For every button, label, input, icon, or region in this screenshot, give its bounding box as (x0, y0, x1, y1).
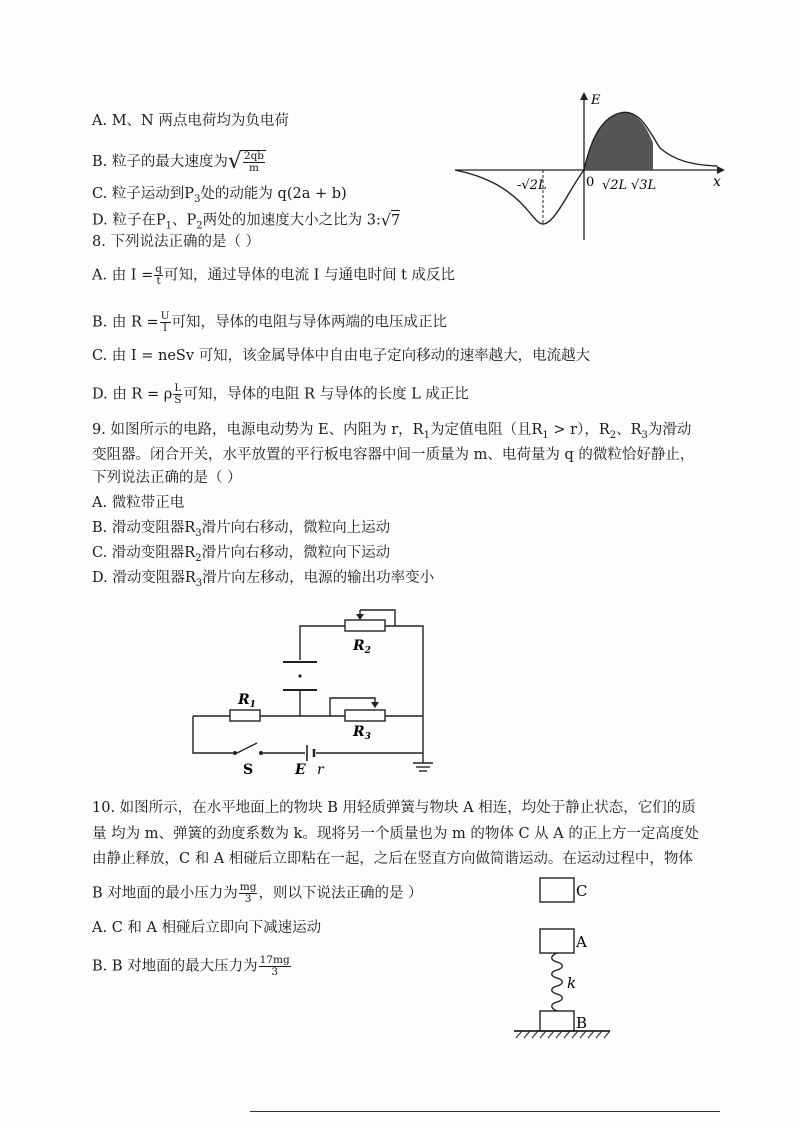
wire-bottom-left (193, 716, 233, 753)
q10-stem-line3: 由静止释放，C 和 A 相碰后立即粘在一起，之后在竖直方向做简谐运动。在运动过程中，物体 (92, 851, 693, 867)
y-axis-arrow-icon (580, 92, 588, 100)
wire-top-left (300, 626, 345, 660)
wire-top-right (385, 626, 423, 716)
q7-option-c: C. 粒子运动到$P_3$处的动能为 q(2a + b) (92, 186, 347, 205)
r3-slider-arrow-icon (371, 702, 379, 708)
tick-neg-label: -√2L (517, 178, 547, 193)
r1-resistor (230, 710, 260, 721)
emf-label: E (295, 762, 306, 778)
q8-option-a: A. 由 I = $\frac{q}{t}$ 可知，通过导体的电流 I 与通电时间 t 成反比 (92, 263, 456, 287)
block-a-label: A (576, 933, 587, 951)
x-axis-arrow-icon (717, 166, 725, 174)
block-a (540, 929, 574, 953)
q9-stem-line2: 变阻器。闭合开关，水平放置的平行板电容器中间一质量为 m、电荷量为 q 的微粒恰好静止， (92, 447, 695, 463)
spring-constant-label: k (567, 974, 577, 992)
origin-label: 0 (586, 175, 595, 190)
r3-resistor (345, 710, 385, 721)
q9-option-b: B. 滑动变阻器$R_3$滑片向右移动，微粒向上运动 (92, 520, 391, 539)
r3-slider-wire (330, 698, 375, 716)
block-b (540, 1011, 574, 1031)
q10-stem-line2: 量 均为 m、弹簧的劲度系数为 k。现将另一个质量也为 m 的物体 C 从 A 的正上方一定高度处 (92, 826, 699, 842)
switch-contact-right (259, 751, 263, 755)
switch-label: S (243, 762, 254, 778)
switch-contact-left (233, 751, 237, 755)
q9-stem-line1: 9. 如图所示的电路，电源电动势为 E、内阻为 r，$R_1$为定值电阻（且$R_1 > r$），$R_2$、$R_3$为滑动 (92, 422, 692, 441)
q10-option-a: A. C 和 A 相碰后立即向下减速运动 (92, 920, 322, 936)
x-axis-label: x (713, 174, 721, 190)
q7-option-b: B. 粒子的最大速度为√ $\frac{2qb}{m}$ (92, 149, 265, 174)
q7-option-d: D. 粒子在$P_1$、$P_2$两处的加速度大小之比为 3:√7 (92, 210, 401, 232)
r2-slider-wire (360, 610, 395, 626)
footer-rule (250, 1111, 720, 1112)
block-c-label: C (576, 882, 588, 900)
q9-option-c: C. 滑动变阻器$R_2$滑片向右移动，微粒向下运动 (92, 545, 391, 564)
q8-option-c: C. 由 I = neSv 可知，该金属导体中自由电子定向移动的速率越大，电流越大 (92, 348, 591, 364)
r2-label: $R_2$ (353, 638, 371, 656)
q10-stem-line1: 10. 如图所示，在水平地面上的物块 B 用轻质弹簧与物块 A 相连，均处于静止状态，它们的质 (92, 800, 696, 816)
spring-block-diagram (510, 872, 620, 1042)
fraction: $\frac{2qb}{m}$ (243, 150, 265, 174)
y-axis-label: E (591, 93, 601, 108)
block-c (540, 878, 574, 902)
charged-particle-dot (298, 674, 301, 677)
tick-pos2-label: √3L (631, 178, 657, 193)
spring-coil (552, 953, 563, 1011)
ground-hatching (516, 1031, 610, 1038)
q8-option-d: D. 由 R = ρ $\frac{L}{S}$ 可知，导体的电阻 R 与导体的长度 L 成正比 (92, 382, 469, 406)
r2-resistor (345, 620, 385, 631)
r3-label: $R_3$ (353, 724, 371, 742)
internal-resistance-label: r (317, 762, 324, 778)
q9-stem-line3: 下列说法正确的是（ ） (92, 470, 242, 486)
switch-blade (237, 743, 257, 753)
block-b-label: B (576, 1014, 588, 1032)
circuit-diagram (185, 598, 450, 783)
sqrt-symbol: √ $\frac{2qb}{m}$ (227, 149, 265, 174)
q7-option-a: A. M、N 两点电荷均为负电荷 (92, 113, 289, 129)
r1-label: $R_1$ (238, 692, 256, 710)
q9-option-a: A. 微粒带正电 (92, 495, 185, 511)
tick-pos1-label: √2L (602, 178, 628, 193)
electric-field-graph (455, 88, 730, 243)
q10-option-b: B. B 对地面的最大压力为 $\frac{17mg}{3}$ (92, 954, 290, 978)
r2-slider-arrow-icon (356, 614, 364, 620)
q8-stem: 8. 下列说法正确的是（ ） (92, 234, 261, 250)
q10-stem-line4: B 对地面的最小压力为 $\frac{mg}{3}$ ，则以下说法正确的是 ） (92, 881, 423, 905)
q9-option-d: D. 滑动变阻器$R_3$滑片向左移动，电源的输出功率变小 (92, 570, 435, 589)
q8-option-b: B. 由 R = $\frac{U}{I}$ 可知，导体的电阻与导体两端的电压成正比 (92, 310, 448, 334)
